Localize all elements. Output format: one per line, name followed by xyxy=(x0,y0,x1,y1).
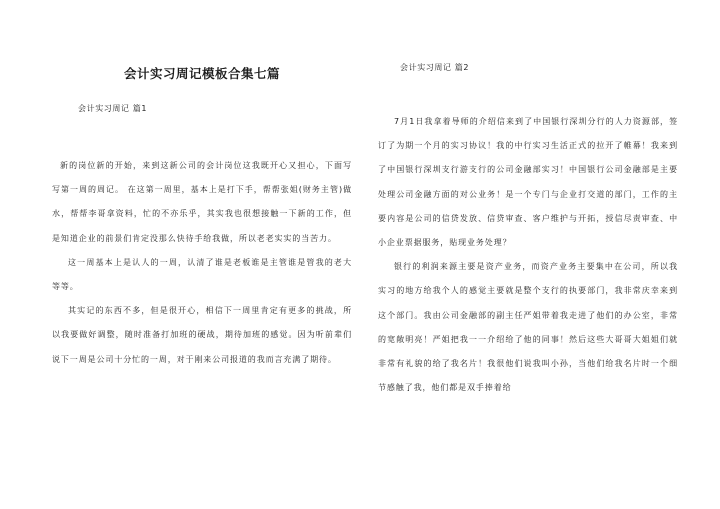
left-body-text xyxy=(52,154,352,372)
paragraph: 7月1日我拿着导师的介绍信来到了中国银行深圳分行的人力资源部，签订了为期一个月的实习协议！我的中行实习生活正式的拉开了帷幕！我来到了中国银行深圳支行游支行的公司金融部实习！中国银行公司金融部是主要处理公司金融方面的对公业务！是一个专门与企业打交道的部门，工作的主要内容是公司的信贷发放、信贷审查、客户维护与开拓，授信尽责审查、中小企业票据服务，贴现业务处理？ xyxy=(378,117,678,248)
section-heading-2: 会计实习周记 篇2 xyxy=(400,63,470,72)
paragraph: 这一周基本上是认人的一周，认清了谁是老板谁是主管谁是管我的老大等等。 xyxy=(52,257,352,292)
section-heading-1: 会计实习周记 篇1 xyxy=(78,104,148,113)
document-title: 会计实习周记模板合集七篇 xyxy=(123,66,280,81)
paragraph: 其实记的东西不多，但是很开心，相信下一周里肯定有更多的挑战，所以我要做好调整，随时准备打加班的硬战，期待加班的感觉。因为听前辈们说下一周是公司十分忙的一周，对于刚来公司报道的我而言充满了期待。 xyxy=(52,306,352,364)
paragraph: 新的岗位新的开始，来到这新公司的会计岗位这我既开心又担心，下面写写第一周的周记。 在这第一周里，基本上是打下手，帮帮张姐(财务主管)做水，帮帮李哥拿资料，忙的不亦乐乎，其实我也很想接触一下新的工作，但是知道企业的前景们肯定没那么快待手给我做，所以老老实实的当苦力。 xyxy=(52,161,352,243)
right-body-text xyxy=(378,110,678,400)
paragraph: 银行的利润来源主要是资产业务，而资产业务主要集中在公司，所以我实习的地方给我个人的感觉主要就是整个支行的执要部门，我非常庆幸来到这个部门。我由公司金融部的副主任严姐带着我走进了他们的办公室，非常的宽敞明亮！严姐把我一一介绍给了他的同事！然后这些大哥哥大姐姐们就非常有礼貌的给了我名片！我很他们说我叫小孙，当他们给我名片时一个细节感触了我，他们都是双手捧着给 xyxy=(378,262,678,393)
